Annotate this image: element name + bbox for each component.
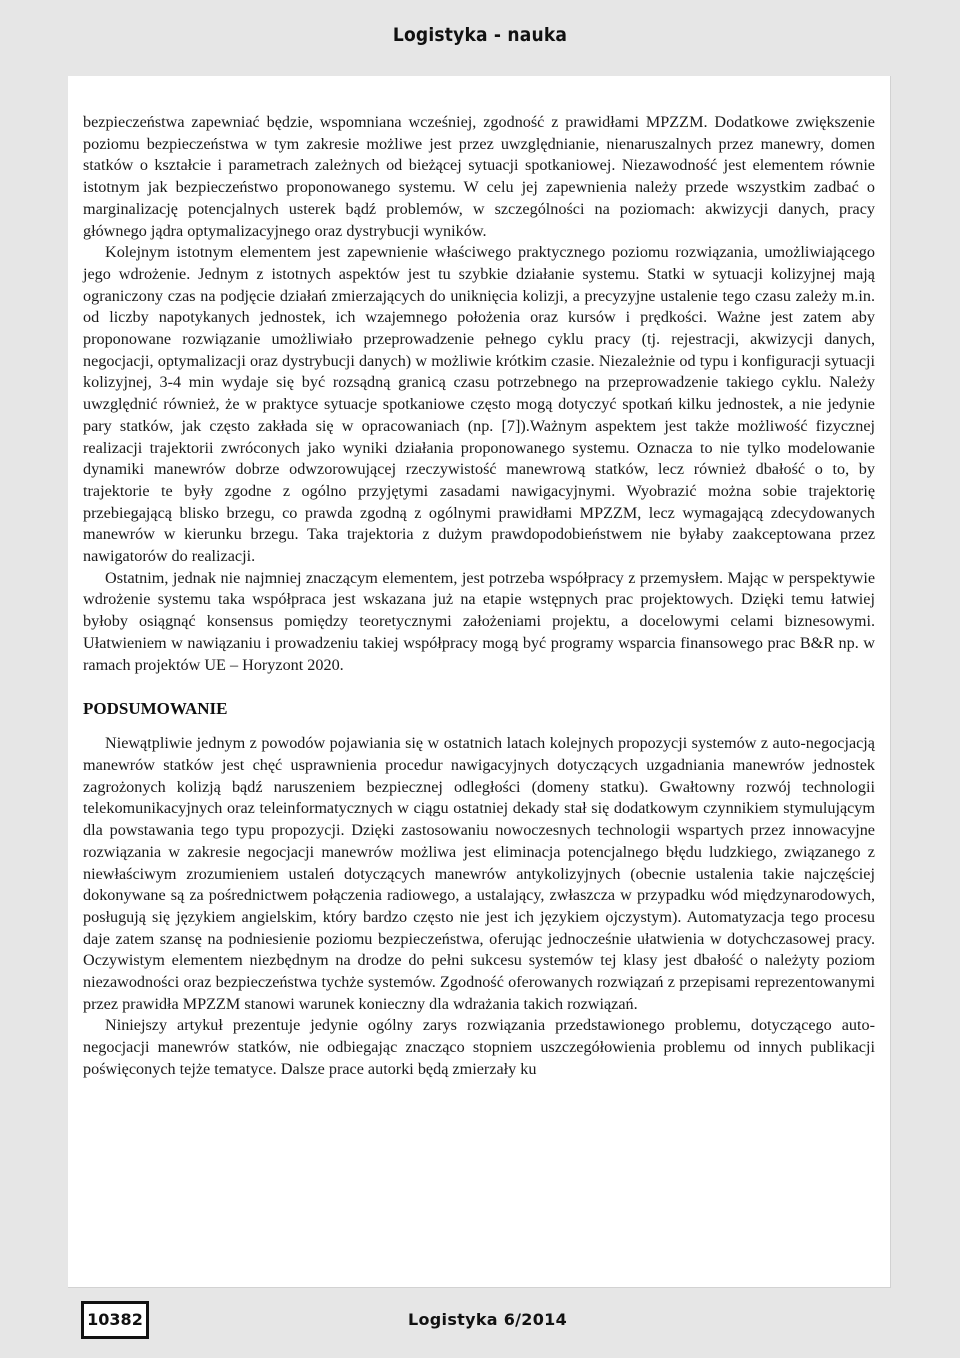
body-paragraph: Ostatnim, jednak nie najmniej znaczącym elementem, jest potrzeba współpracy z przemysłem. Mając w perspektywie wdrożenie systemu taka współpraca jest wskazana już na etapie wstępnych prac projektowych. Dzięki temu łatwiej byłoby osiągnąć konsensus pomiędzy teoretycznymi założeniami projektu, a docelowymi celami biznesowymi. Ułatwieniem w nawiązaniu i prowadzeniu takiej współpracy mogą być programy wsparcia finansowego prac B&R np. w ramach projektów UE – Horyzont 2020. [83, 568, 875, 674]
article-body [83, 112, 875, 1081]
body-paragraph: Kolejnym istotnym elementem jest zapewnienie właściwego praktycznego poziomu rozwiązania, umożliwiającego jego wdrożenie. Jednym z istotnych aspektów jest tu szybkie działanie systemu. Statki w sytuacji kolizyjnej mają ograniczony czas na podjęcie działań zmierzających do uniknięcia kolizji, a precyzyjne ustalenie tego czasu zależy m.in. od liczby napotykanych jednostek, ich wzajemnego położenia oraz kursów i prędkości. Ważne jest zatem aby proponowane rozwiązanie umożliwiało przeprowadzenie pełnego cyklu pracy (tj. rejestracji, akwizycji danych, negocjacji, optymalizacji oraz dystrybucji danych) w możliwie krótkim czasie. Niezależnie od typu i konfiguracji sytuacji kolizyjnej, 3-4 min wydaje się być rozsądną granicą czasu potrzebnego na przeprowadzenie takiego cyklu. Należy uwzględnić również, że w praktyce sytuacje spotkaniowe często mogą dotyczyć spotkań kilku jednostek, a nie jedynie pary statków, jak często zakłada się w opracowaniach (np. [7]).Ważnym aspektem jest także możliwość fizycznej realizacji trajektorii zwróconych jako wyniki działania proponowanego systemu. Oznacza to nie tylko modelowanie dynamiki manewrów dobrze odwzorowującej rzeczywistość manewrową statków, lecz również dbałość o to, by trajektorie te były zgodne z ogólno przyjętymi zasadami nawigacyjnymi. Wyobrazić można sobie trajektorię przebiegającą blisko brzegu, co prawda zgodną z ogólnymi prawidłami MPZZM, lecz wymagającą zdecydowanych manewrów w kierunku brzegu. Taka trajektoria z dużym prawdopodobieństwem nie byłaby zaakceptowana przez nawigatorów do realizacji. [83, 243, 875, 566]
page-number-box: 10382 [81, 1301, 149, 1339]
body-paragraph: Niewątpliwie jednym z powodów pojawiania się w ostatnich latach kolejnych propozycji systemów z auto-negocjacją manewrów statków jest chęć usprawnienia procedur nawigacyjnych dotyczących uzgadniania manewrów jednostek zagrożonych kolizją bądź naruszeniem bezpiecznej odległości (domeny statku). Gwałtowny rozwój technologii telekomunikacyjnych oraz teleinformatycznych w ciągu ostatniej dekady stał się dodatkowym czynnikiem stymulującym dla powstawania tego typu propozycji. Dzięki zastosowaniu nowoczesnych technologii wspartych przez innowacyjne rozwiązania w zakresie negocjacji manewrów możliwa jest eliminacja potencjalnego błędu ludzkiego, związanego z niewłaściwym zrozumieniem ustaleń dotyczących manewrów antykolizyjnych (obecnie ustalenia takie najczęściej dokonywane są za pośrednictwem połączenia radiowego, a ustalający, zwłaszcza w przypadku wód międzynarodowych, posługują się językiem angielskim, który bardzo często nie jest ich językiem ojczystym). Automatyzacja tego procesu daje zatem szansę na podniesienie poziomu bezpieczeństwa, oferując jednocześnie ułatwienia w dotychczasowej pracy. Oczywistym elementem niezbędnym na drodze do pełni sukcesu systemów tej klasy jest dbałość o należyty poziom niezawodności oraz bezpieczeństwa tychże systemów. Zgodność oferowanych rozwiązań z przepisami reprezentowanymi przez prawidła MPZZM stanowi warunek konieczny dla wdrażania takich rozwiązań. [83, 734, 875, 1013]
page-sheet [68, 76, 891, 1288]
journal-footer: Logistyka 6/2014 [408, 1310, 568, 1329]
running-header: Logistyka - nauka [392, 24, 568, 46]
body-paragraph: Niniejszy artykuł prezentuje jedynie ogólny zarys rozwiązania przedstawionego problemu, dotyczącego auto-negocjacji manewrów statków, nie odbiegając znacząco stopniem uszczegółowienia problemu od innych publikacji poświęconych tejże tematyce. Dalsze prace autorki będą zmierzały ku [83, 1016, 875, 1078]
body-paragraph: bezpieczeństwa zapewniać będzie, wspomniana wcześniej, zgodność z prawidłami MPZZM. Dodatkowe zwiększenie poziomu bezpieczeństwa w tym zakresie możliwe jest przez uwzględnianie, nienaruszalnych przez manewry, domen statków o kształcie i parametrach zależnych od bieżącej sytuacji spotkaniowej. Niezawodność jest elementem równie istotnym jak bezpieczeństwo proponowanego systemu. W celu jej zapewnienia należy przede wszystkim zadbać o marginalizację potencjalnych usterek bądź problemów, w szczególności na poziomach: akwizycji danych, pracy głównego jądra optymalizacyjnego oraz dystrybucji wyników. [83, 113, 875, 240]
section-heading: PODSUMOWANIE [83, 699, 228, 719]
